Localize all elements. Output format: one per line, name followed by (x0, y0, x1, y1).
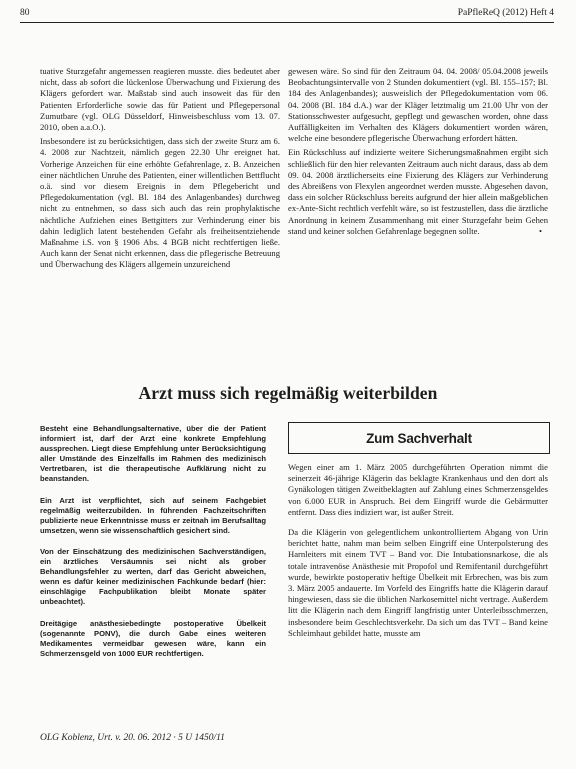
journal-issue: PaPfleReQ (2012) Heft 4 (457, 8, 554, 18)
body-text: Ein Rückschluss auf indizierte weitere Sicherungsmaßnahmen ergibt sich schließlich für den hier relevanten Zeitraum auch nicht daraus, dass ab dem 09. 04. 2008 ärztlicherseits eine Fixierung des Klägers zur Verhinderung des Abreißens von Flexylen angeordnet werden musste. Abgesehen davon, dass ein solcher Rückschluss bereits aufgrund der hier allein maßgeblichen ex-Ante-Sicht rechtlich verfehlt wäre, so ist festzustellen, dass die ärztliche Anordnung in keinem Zusammenhang mit einer Sturzgefahr beim Gehen stand und keiner solchen Gefahrenlage begegnen sollte. (288, 147, 548, 236)
court-citation: OLG Koblenz, Urt. v. 20. 06. 2012 · 5 U 1450/11 (40, 733, 225, 743)
body-paragraph (288, 147, 548, 237)
summary-paragraph: Dreitägige anästhesiebedingte postoperative Übelkeit (sogenannte PONV), die durch Gabe eines weiteren Medikamentes vermeidbar gewesen wäre, kann ein Schmerzensgeld von 1000 EUR rechtfertigen. (40, 618, 266, 658)
top-left-column (40, 66, 280, 274)
section-heading-box (288, 422, 550, 454)
header-rule (20, 22, 554, 23)
body-paragraph: tuative Sturzgefahr angemessen reagieren musste. dies bedeutet aber nicht, dass ab sofort die lückenlose Überwachung und Fixierung des Klägers gefordert war. Maßstab sind auch insoweit das für den Patienten Erforderliche sowie das für Patient und Pflegepersonal Zumutbare (vgl. OLG Düsseldorf, Hinweisbeschluss vom 13. 07. 2010, oben a.a.O.). (40, 66, 280, 133)
summary-column (40, 424, 266, 670)
summary-paragraph: Ein Arzt ist verpflichtet, sich auf seinem Fachgebiet regelmäßig weiterzubilden. In führenden Fachzeitschriften publizierte neue Erkenntnisse muss er zeitnah im Berufsalltag umsetzen, wenn sie wissenschaftlich gesichert sind. (40, 495, 266, 535)
summary-paragraph: Von der Einschätzung des medizinischen Sachverständigen, ein ärztliches Versäumnis sei nicht als grober Behandlungsfehler zu werten, darf das Gericht abweichen, wenn es dafür keiner medizinischen Fachkunde bedarf (hier: einschlägige Fachpublikation bleibt Monate später unbeachtet). (40, 546, 266, 607)
end-mark: • (538, 225, 542, 236)
body-paragraph: Insbesondere ist zu berücksichtigen, dass sich der zweite Sturz am 6. 4. 2008 zur Nachtzeit, nämlich gegen 22.30 Uhr ereignet hat. Vorherige Anzeichen für eine erhöhte Gefahrenlage, z. B. Anzeichen einer nächtlichen Unruhe des Patienten, einer willentlichen Bettflucht o.ä. sind vor diesem Ereignis in dem Pflegebericht und Pflegedokumentation (vgl. Bl. 184 des Anlagenbandes) durchweg nicht zu entnehmen, so dass sich auch das rein prophylaktische nächtliche Aufziehen eines Bettgitters zur Verhinderung einer bis dahin lediglich latent bestehenden Gefahr als freiheitsentziehende Maßnahme i.S. von § 1906 Abs. 4 BGB nicht rechtfertigen ließe. Auch kann der Senat nicht erkennen, dass die pflegerische Betreuung und Überwachung des Klägers allgemein unzureichend (40, 136, 280, 270)
body-paragraph: gewesen wäre. So sind für den Zeitraum 04. 04. 2008/ 05.04.2008 jeweils Beobachtungsintervalle von 2 Stunden dokumentiert (vgl. Bl. 155–157; Bl. 184 des Anlagenbandes); ausweislich der Pflegedokumentation vom 06. 04. 2008 (Bl. 184 d.A.) war der Kläger letztmalig um 21.00 Uhr von der Stationsschwester aufgesucht, gepflegt und gewaschen worden, ohne dass Auffälligkeiten im Verhalten des Klägers dokumentiert worden wären, welche eine besondere pflegerische Überwachung erfordert hätten. (288, 66, 548, 144)
page-number: 80 (20, 8, 30, 18)
section-heading: Zum Sachverhalt (366, 430, 472, 446)
body-paragraph: Da die Klägerin von gelegentlichem unkontrolliertem Abgang von Urin berichtet hatte, nahm man beim selben Eingriff eine Unterpolsterung des Harnleiters mit einem TVT – Band vor. Die Intubationsnarkose, die als totale intravenöse Anästhesie mit Propofol und Remifentanil durchgeführt wurde, bewirkte postoperativ heftige Übelkeit mit Erbrechen, was bis zum 3. März 2005 andauerte. Im Vorfeld des Eingriffs hatte die Klägerin darauf hingewiesen, dass sie die üblichen Narkosemittel nicht vertrage. Außerdem litt die Klägerin nach dem Eingriff langfristig unter Unterleibsschmerzen, insbesondere beim Geschlechtsverkehr. Da sich um das TVT – Band keine Schleimhaut gebildet hatte, musste am (288, 527, 548, 638)
top-right-column (288, 66, 548, 240)
body-paragraph: Wegen einer am 1. März 2005 durchgeführten Operation nimmt die seinerzeit 46-jährige Klägerin das beklagte Krankenhaus und den dort als Gynäkologen tätigen Zweitbeklagten auf Zahlung eines Schmerzensgeldes von 6.000 EUR in Anspruch. Bei dem Eingriff wurde die Gebärmutter entfernt. Dass dies indiziert war, ist außer Streit. (288, 462, 548, 517)
facts-column (288, 462, 548, 648)
article-title: Arzt muss sich regelmäßig weiterbilden (138, 383, 438, 403)
summary-paragraph: Besteht eine Behandlungsalternative, über die der Patient informiert ist, darf der Arzt eine konkrete Empfehlung aussprechen. Liegt diese Empfehlung unter Berücksichtigung aller Umstände des Einzelfalls im Rahmen des medizinisch Vertretbaren, ist die therapeutische Aufklärung nicht zu beanstanden. (40, 424, 266, 484)
